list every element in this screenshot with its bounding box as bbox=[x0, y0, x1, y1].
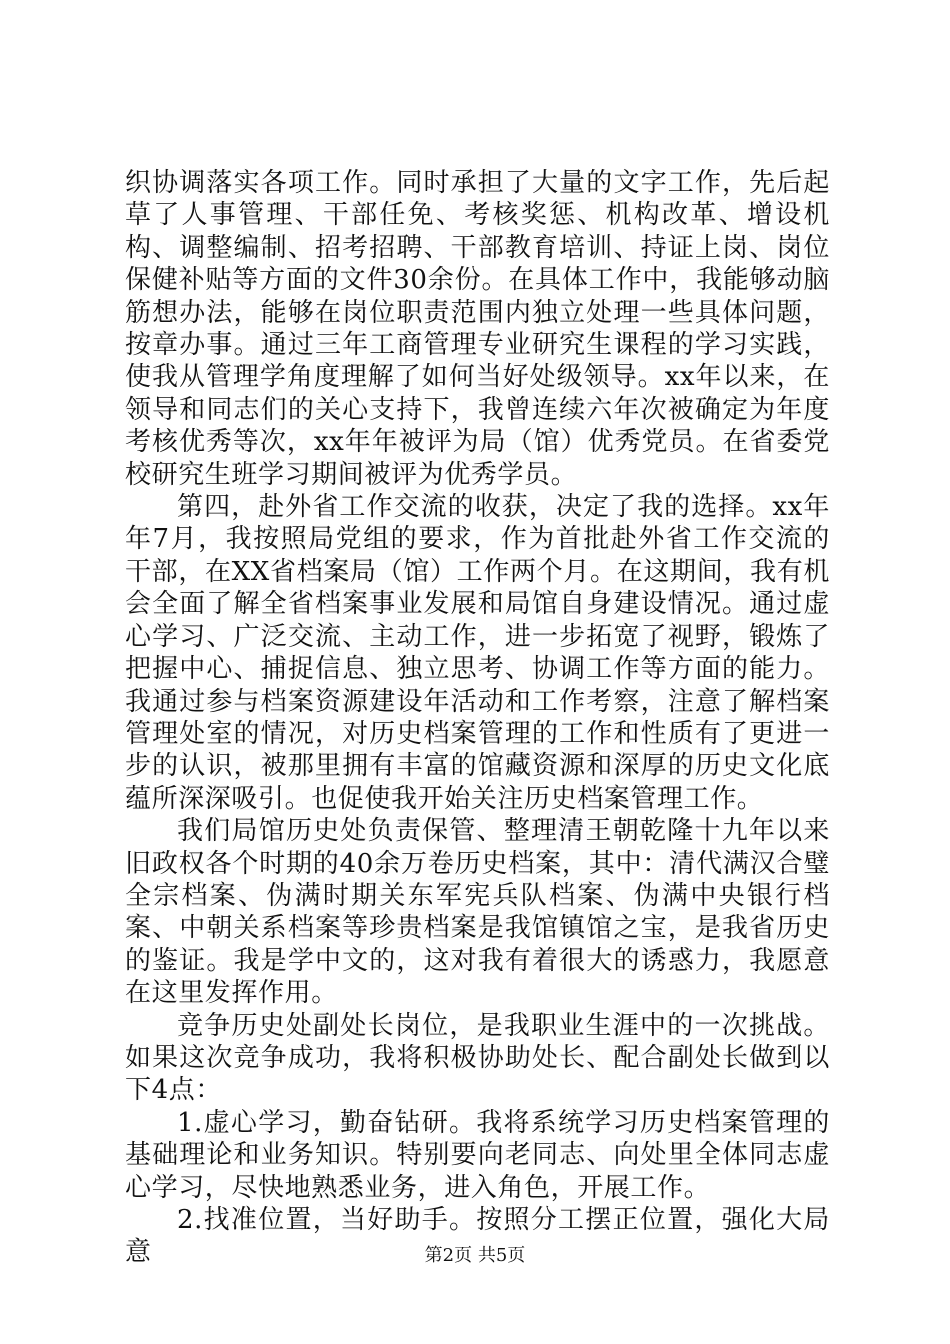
page-number: 第2页 共5页 bbox=[424, 1245, 526, 1266]
paragraph-5: 1.虚心学习，勤奋钻研。我将系统学习历史档案管理的基础理论和业务知识。特别要向老同志、向处里全体同志虚心学习，尽快地熟悉业务，进入角色，开展工作。 bbox=[125, 1107, 830, 1203]
page-footer bbox=[0, 1245, 950, 1267]
paragraph-4: 竞争历史处副处长岗位，是我职业生涯中的一次挑战。如果这次竞争成功，我将积极协助处长、配合副处长做到以下4点： bbox=[125, 1010, 830, 1106]
paragraph-1: 织协调落实各项工作。同时承担了大量的文字工作，先后起草了人事管理、干部任免、考核奖惩、机构改革、增设机构、调整编制、招考招聘、干部教育培训、持证上岗、岗位保健补贴等方面的文件30余份。在具体工作中，我能够动脑筋想办法，能够在岗位职责范围内独立处理一些具体问题，按章办事。通过三年工商管理专业研究生课程的学习实践，使我从管理学角度理解了如何当好处级领导。xx年以来，在领导和同志们的关心支持下，我曾连续六年次被确定为年度考核优秀等次，xx年年被评为局（馆）优秀党员。在省委党校研究生班学习期间被评为优秀学员。 bbox=[125, 168, 830, 490]
paragraph-6: 2.找准位置，当好助手。按照分工摆正位置，强化大局意 bbox=[125, 1205, 830, 1268]
paragraph-3: 我们局馆历史处负责保管、整理清王朝乾隆十九年以来旧政权各个时期的40余万卷历史档案，其中：清代满汉合璧全宗档案、伪满时期关东军宪兵队档案、伪满中央银行档案、中朝关系档案等珍贵档案是我馆镇馆之宝，是我省历史的鉴证。我是学中文的，这对我有着很大的诱惑力，我愿意在这里发挥作用。 bbox=[125, 816, 830, 1009]
paragraph-2: 第四，赴外省工作交流的收获，决定了我的选择。xx年年7月，我按照局党组的要求，作为首批赴外省工作交流的干部，在XX省档案局（馆）工作两个月。在这期间，我有机会全面了解全省档案事业发展和局馆自身建设情况。通过虚心学习、广泛交流、主动工作，进一步拓宽了视野，锻炼了把握中心、捕捉信息、独立思考、协调工作等方面的能力。我通过参与档案资源建设年活动和工作考察，注意了解档案管理处室的情况，对历史档案管理的工作和性质有了更进一步的认识，被那里拥有丰富的馆藏资源和深厚的历史文化底蕴所深深吸引。也促使我开始关注历史档案管理工作。 bbox=[125, 492, 830, 814]
document-body bbox=[125, 167, 830, 1269]
